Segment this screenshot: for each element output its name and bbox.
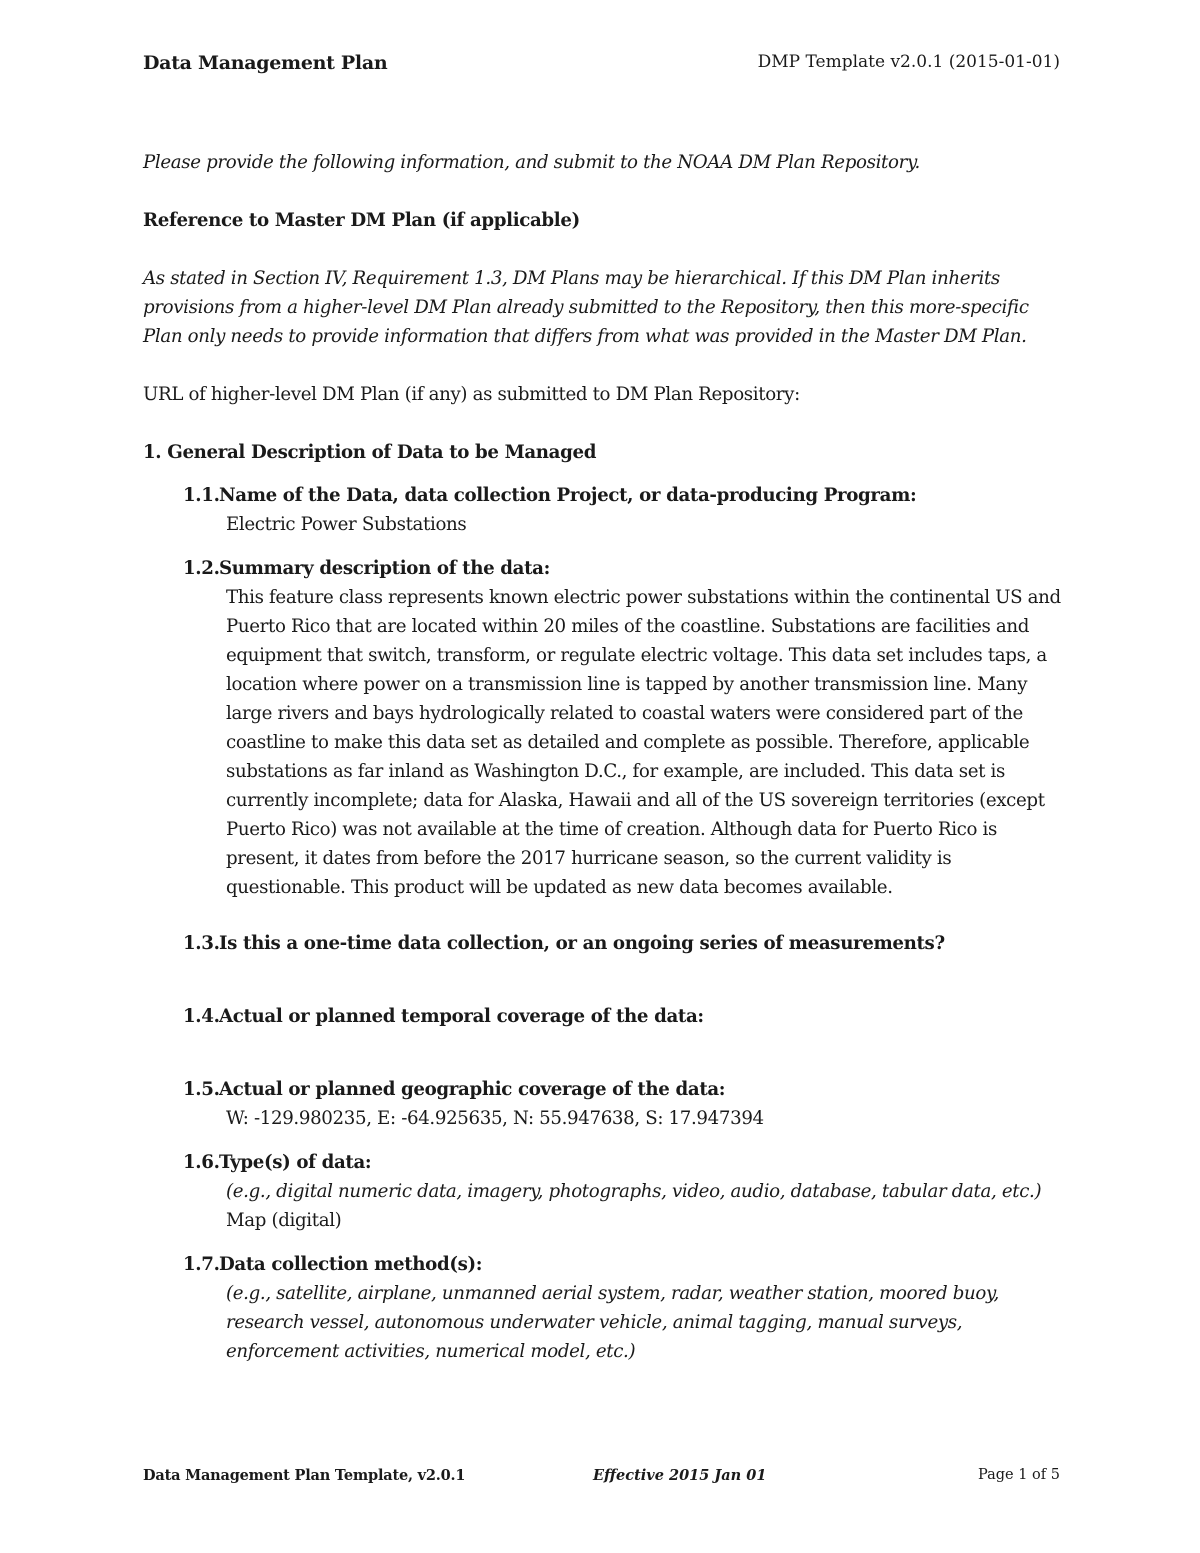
item-title — [183, 1075, 1063, 1104]
item-hint: (e.g., digital numeric data, imagery, photographs, video, audio, database, tabular data, etc.) — [226, 1181, 1042, 1202]
item-number: 1.1. — [183, 485, 220, 506]
item-1-7 — [183, 1250, 1063, 1366]
item-1-2 — [183, 554, 1063, 902]
item-heading: Actual or planned geographic coverage of the data: — [219, 1079, 726, 1100]
page-footer — [143, 1467, 1060, 1489]
item-number: 1.4. — [183, 1006, 220, 1027]
item-1-5 — [183, 1075, 1063, 1133]
item-heading: Is this a one-time data collection, or an ongoing series of measurements? — [219, 933, 945, 954]
item-title — [183, 929, 1063, 958]
reference-title: Reference to Master DM Plan (if applicable) — [143, 210, 580, 231]
item-1-6 — [183, 1148, 1063, 1235]
item-heading: Summary description of the data: — [219, 558, 550, 579]
footer-template-name: Data Management Plan Template, v2.0.1 — [143, 1467, 466, 1484]
page-header — [143, 52, 1060, 78]
item-heading: Data collection method(s): — [219, 1254, 483, 1275]
page-number: Page 1 of 5 — [978, 1467, 1060, 1483]
item-value: Electric Power Substations — [226, 514, 467, 535]
item-title — [183, 1148, 1063, 1177]
item-value: Map (digital) — [226, 1210, 342, 1231]
header-template-version: DMP Template v2.0.1 (2015-01-01) — [757, 52, 1060, 72]
item-heading: Type(s) of data: — [219, 1152, 372, 1173]
item-number: 1.5. — [183, 1079, 220, 1100]
item-number: 1.2. — [183, 558, 220, 579]
section-1-title: 1. General Description of Data to be Managed — [143, 442, 597, 463]
item-number: 1.7. — [183, 1254, 220, 1275]
document-body — [143, 148, 1063, 1381]
item-value: W: -129.980235, E: -64.925635, N: 55.947638, S: 17.947394 — [226, 1108, 764, 1129]
item-title — [183, 1250, 1063, 1279]
reference-description: As stated in Section IV, Requirement 1.3, DM Plans may be hierarchical. If this DM Plan inherits provisions from a higher-level DM Plan already submitted to the Repository, then this more-specific Plan only needs to provide information that differs from what was provided in the Master DM Plan. — [143, 268, 1029, 347]
footer-effective-date: Effective 2015 Jan 01 — [593, 1467, 767, 1484]
item-title — [183, 1002, 1063, 1031]
item-1-3 — [183, 929, 1063, 958]
item-title — [183, 481, 1063, 510]
item-heading: Name of the Data, data collection Project, or data-producing Program: — [219, 485, 917, 506]
intro-text: Please provide the following information, and submit to the NOAA DM Plan Repository. — [143, 152, 920, 173]
header-title: Data Management Plan — [143, 52, 388, 74]
item-number: 1.6. — [183, 1152, 220, 1173]
item-value: This feature class represents known electric power substations within the continental US and Puerto Rico that are located within 20 miles of the coastline. Substations are facilities and equipment that switch, transform, or regulate electric voltage. This data set includes taps, a location where power on a transmission line is tapped by another transmission line. Many large rivers and bays hydrologically related to coastal waters were considered part of the coastline to make this data set as detailed and complete as possible. Therefore, applicable substations as far inland as Washington D.C., for example, are included. This data set is currently incomplete; data for Alaska, Hawaii and all of the US sovereign territories (except Puerto Rico) was not available at the time of creation. Although data for Puerto Rico is present, it dates from before the 2017 hurricane season, so the current validity is questionable. This product will be updated as new data becomes available. — [226, 587, 1061, 898]
item-title — [183, 554, 1063, 583]
item-hint: (e.g., satellite, airplane, unmanned aerial system, radar, weather station, moored buoy, research vessel, autonomous underwater vehicle, animal tagging, manual surveys, enforcement activities, numerical model, etc.) — [226, 1283, 999, 1362]
item-heading: Actual or planned temporal coverage of the data: — [219, 1006, 704, 1027]
item-1-1 — [183, 481, 1063, 539]
reference-url-label: URL of higher-level DM Plan (if any) as submitted to DM Plan Repository: — [143, 384, 800, 405]
item-1-4 — [183, 1002, 1063, 1031]
item-number: 1.3. — [183, 933, 220, 954]
